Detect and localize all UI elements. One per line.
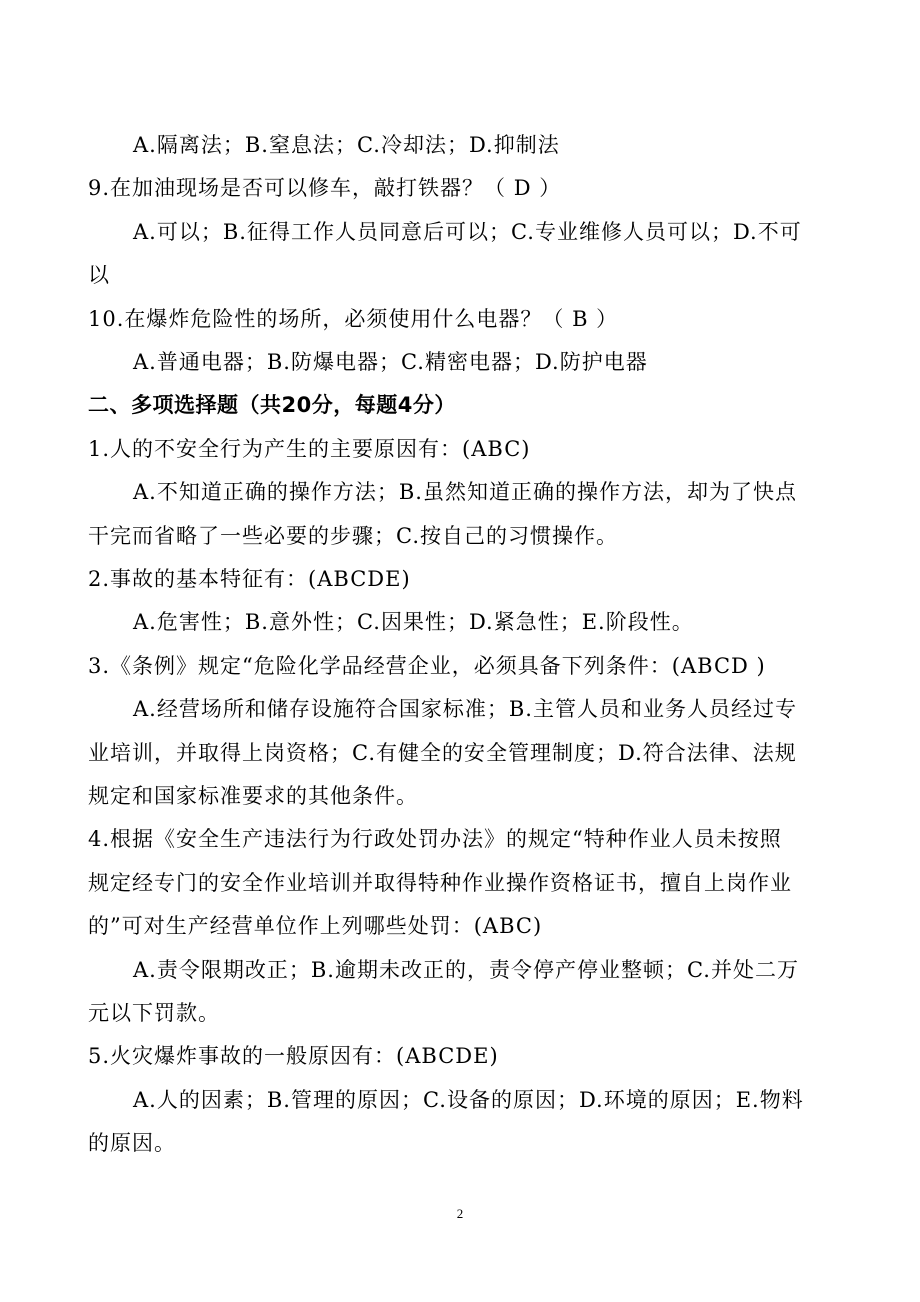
mq4-options-line1: A.责令限期改正；B.逾期未改正的，责令停产停业整顿；C.并处二万 — [133, 958, 799, 982]
mq3-question: 3.《条例》规定“危险化学品经营企业，必须具备下列条件：(ABCD ) — [88, 654, 766, 678]
mq3-options-line2: 业培训，并取得上岗资格；C.有健全的安全管理制度；D.符合法律、法规 — [88, 741, 797, 765]
mq1-options-line1: A.不知道正确的操作方法；B.虽然知道正确的操作方法，却为了快点 — [133, 480, 797, 504]
q9-question: 9.在加油现场是否可以修车，敲打铁器？（ D ） — [88, 176, 562, 200]
mq4-question-line3: 的”可对生产经营单位作上列哪些处罚：(ABC) — [88, 914, 543, 938]
page-number: 2 — [456, 1206, 464, 1221]
mq3-options-line1: A.经营场所和储存设施符合国家标准；B.主管人员和业务人员经过专 — [133, 697, 797, 721]
mq3-options-line3: 规定和国家标准要求的其他条件。 — [88, 784, 418, 808]
mq1-options-line2: 干完而省略了一些必要的步骤；C.按自己的习惯操作。 — [88, 524, 618, 548]
mq4-options-line2: 元以下罚款。 — [88, 1001, 220, 1025]
mq5-options-line1: A.人的因素；B.管理的原因；C.设备的原因；D.环境的原因；E.物料 — [133, 1088, 804, 1112]
section-heading: 二、多项选择题（共20分，每题4分） — [88, 393, 456, 417]
q9-options-line1: A.可以；B.征得工作人员同意后可以；C.专业维修人员可以；D.不可 — [133, 220, 802, 244]
mq5-options-line2: 的原因。 — [88, 1131, 176, 1155]
q10-options: A.普通电器；B.防爆电器；C.精密电器；D.防护电器 — [133, 350, 648, 374]
mq2-question: 2.事故的基本特征有：(ABCDE) — [88, 567, 411, 591]
q9-options-line2: 以 — [88, 263, 110, 287]
mq1-question: 1.人的不安全行为产生的主要原因有：(ABC) — [88, 437, 531, 461]
q8-options: A.隔离法；B.窒息法；C.冷却法；D.抑制法 — [133, 133, 560, 157]
mq4-question-line2: 规定经专门的安全作业培训并取得特种作业操作资格证书，擅自上岗作业 — [88, 871, 792, 895]
q10-question: 10.在爆炸危险性的场所，必须使用什么电器？（ B ） — [88, 307, 619, 331]
mq4-question-line1: 4.根据《安全生产违法行为行政处罚办法》的规定“特种作业人员未按照 — [88, 827, 782, 851]
mq5-question: 5.火灾爆炸事故的一般原因有：(ABCDE) — [88, 1044, 499, 1068]
mq2-options: A.危害性；B.意外性；C.因果性；D.紧急性；E.阶段性。 — [133, 610, 694, 634]
